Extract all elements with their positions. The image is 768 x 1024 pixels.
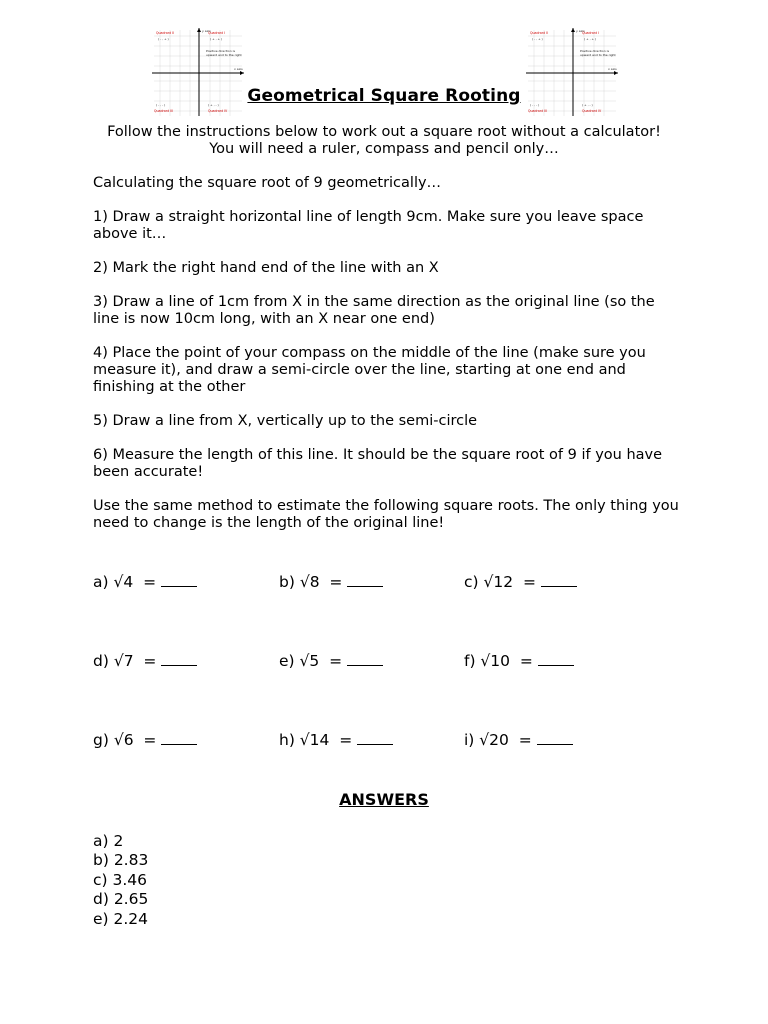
answer-blank (537, 730, 573, 745)
question-c (464, 572, 577, 591)
svg-text:x axis: x axis (608, 67, 617, 71)
svg-text:( + , - ): ( + , - ) (208, 103, 219, 107)
answer-blank (347, 651, 383, 666)
step-5: 5) Draw a line from X, vertically up to the semi-circle (93, 413, 478, 429)
svg-text:Quadrant II: Quadrant II (530, 31, 548, 35)
svg-text:Positive direction is: Positive direction is (206, 49, 236, 53)
answer-a: a) 2 (93, 832, 124, 850)
method-note: Use the same method to estimate the following square roots. The only thing you need to change is the length of the original line! (93, 498, 679, 531)
answer-blank (538, 651, 574, 666)
question-label: c) √12 = (464, 573, 536, 591)
svg-text:( + , - ): ( + , - ) (582, 103, 593, 107)
svg-text:y axis: y axis (202, 29, 211, 33)
question-label: h) √14 = (279, 731, 353, 749)
question-label: e) √5 = (279, 652, 343, 670)
svg-text:Quadrant I: Quadrant I (208, 31, 225, 35)
answer-blank (357, 730, 393, 745)
svg-text:upward and to the right: upward and to the right (206, 53, 242, 57)
question-b (279, 572, 383, 591)
svg-text:Quadrant I: Quadrant I (582, 31, 599, 35)
question-label: d) √7 = (93, 652, 157, 670)
answer-blank (347, 572, 383, 587)
question-g (93, 730, 197, 749)
question-e (279, 651, 383, 670)
svg-text:y axis: y axis (576, 29, 585, 33)
question-i (464, 730, 573, 749)
answer-b: b) 2.83 (93, 851, 149, 869)
question-h (279, 730, 393, 749)
question-label: g) √6 = (93, 731, 157, 749)
svg-text:Quadrant IV: Quadrant IV (582, 109, 602, 113)
question-label: b) √8 = (279, 573, 343, 591)
answer-c: c) 3.46 (93, 871, 148, 889)
svg-text:( - , - ): ( - , - ) (530, 103, 540, 107)
step-4: 4) Place the point of your compass on the middle of the line (make sure you measure it), and draw a semi-circle over the line, starting at one end and finishing at the other (93, 345, 646, 395)
intro-text: Follow the instructions below to work out a square root without a calculator! You will need a ruler, compass and pencil only… (107, 124, 661, 157)
answers-heading: ANSWERS (339, 790, 429, 809)
svg-text:Positive direction is: Positive direction is (580, 49, 610, 53)
svg-text:Quadrant II: Quadrant II (156, 31, 174, 35)
page-title: Geometrical Square Rooting (247, 86, 521, 106)
answer-blank (161, 730, 197, 745)
question-a (93, 572, 197, 591)
svg-text:( - , + ): ( - , + ) (532, 37, 543, 41)
svg-text:x axis: x axis (234, 67, 243, 71)
question-f (464, 651, 574, 670)
svg-text:Quadrant III: Quadrant III (528, 109, 547, 113)
svg-text:( - , + ): ( - , + ) (158, 37, 169, 41)
question-label: f) √10 = (464, 652, 533, 670)
question-label: a) √4 = (93, 573, 157, 591)
svg-text:Quadrant IV: Quadrant IV (208, 109, 228, 113)
svg-text:upward and to the right: upward and to the right (580, 53, 616, 57)
svg-text:( + , + ): ( + , + ) (210, 37, 223, 41)
question-d (93, 651, 197, 670)
step-2: 2) Mark the right hand end of the line with an X (93, 260, 439, 276)
answer-blank (541, 572, 577, 587)
step-6: 6) Measure the length of this line. It should be the square root of 9 if you have been accurate! (93, 447, 663, 480)
svg-text:Quadrant III: Quadrant III (154, 109, 173, 113)
step-3: 3) Draw a line of 1cm from X in the same direction as the original line (so the line is now 10cm long, with an X near one end) (93, 294, 655, 327)
step-1: 1) Draw a straight horizontal line of length 9cm. Make sure you leave space above it… (93, 209, 644, 242)
answer-blank (161, 572, 197, 587)
question-label: i) √20 = (464, 731, 532, 749)
answer-d: d) 2.65 (93, 890, 149, 908)
answer-e: e) 2.24 (93, 910, 149, 928)
svg-text:( - , - ): ( - , - ) (156, 103, 166, 107)
svg-text:( + , + ): ( + , + ) (584, 37, 597, 41)
section-heading: Calculating the square root of 9 geometrically… (93, 175, 442, 191)
answer-blank (161, 651, 197, 666)
